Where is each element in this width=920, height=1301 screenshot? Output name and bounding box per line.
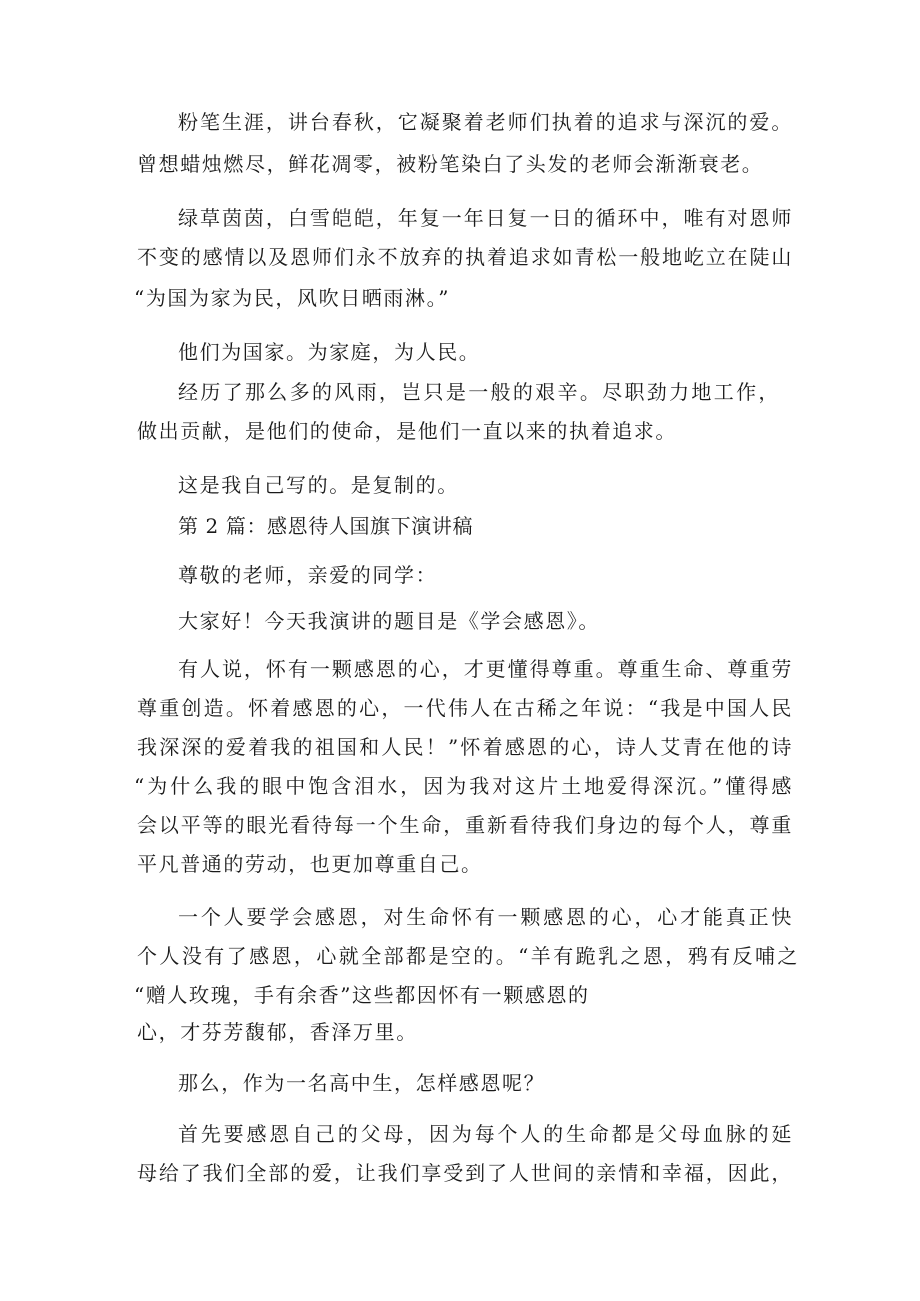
text-line: 大家好！今天我演讲的题目是《学会感恩》。 (178, 609, 600, 633)
text-line: 他们为国家。为家庭，为人民。 (178, 340, 481, 364)
text-line: 尊重创造。怀着感恩的心，一代伟人在古稀之年说：“我是中国人民 (137, 696, 793, 720)
text-line: 首先要感恩自己的父母，因为每个人的生命都是父母血脉的延 (178, 1122, 793, 1146)
text-line: 粉笔生涯，讲台春秋，它凝聚着老师们执着的追求与深沉的爱。 (178, 110, 793, 134)
text-line: “为什么我的眼中饱含泪水，因为我对这片土地爱得深沉。”懂得感 (134, 774, 793, 798)
text-line: 一个人要学会感恩，对生命怀有一颗感恩的心，心才能真正快 (178, 905, 793, 929)
text-line: 我深深的爱着我的祖国和人民！”怀着感恩的心，诗人艾青在他的诗 (137, 735, 793, 759)
text-line: 经历了那么多的风雨，岂只是一般的艰辛。尽职劲力地工作， (178, 380, 780, 404)
text-line: 个人没有了感恩，心就全部都是空的。“羊有跪乳之恩，鸦有反哺之 (137, 944, 799, 968)
text-line: 做出贡献，是他们的使命，是他们一直以来的执着追求。 (137, 419, 677, 443)
text-line: 第 2 篇：感恩待人国旗下演讲稿 (178, 514, 474, 538)
text-line: 会以平等的眼光看待每一个生命，重新看待我们身边的每个人，尊重 (137, 813, 793, 837)
text-line: 母给了我们全部的爱，让我们享受到了人世间的亲情和幸福，因此， (137, 1161, 793, 1185)
text-line: 心，才芬芳馥郁，香泽万里。 (137, 1020, 418, 1044)
text-line: 曾想蜡烛燃尽，鲜花凋零，被粉笔染白了头发的老师会渐渐衰老。 (137, 152, 764, 176)
text-line: 不变的感情以及恩师们永不放弃的执着追求如青松一般地屹立在陡山 (137, 245, 793, 269)
text-line: 平凡普通的劳动，也更加尊重自己。 (137, 852, 483, 876)
text-line: 那么，作为一名高中生，怎样感恩呢？ (178, 1071, 546, 1095)
text-line: 有人说，怀有一颗感恩的心，才更懂得尊重。尊重生命、尊重劳 (178, 657, 793, 681)
text-line: “赠人玫瑰，手有余香”这些都因怀有一颗感恩的 (134, 983, 590, 1007)
text-line: 这是我自己写的。是复制的。 (178, 473, 459, 497)
text-line: 尊敬的老师，亲爱的同学： (178, 563, 438, 587)
text-line: 绿草茵茵，白雪皑皑，年复一年日复一日的循环中，唯有对恩师 (178, 206, 793, 230)
text-line: “为国为家为民，风吹日晒雨淋。” (134, 286, 451, 310)
